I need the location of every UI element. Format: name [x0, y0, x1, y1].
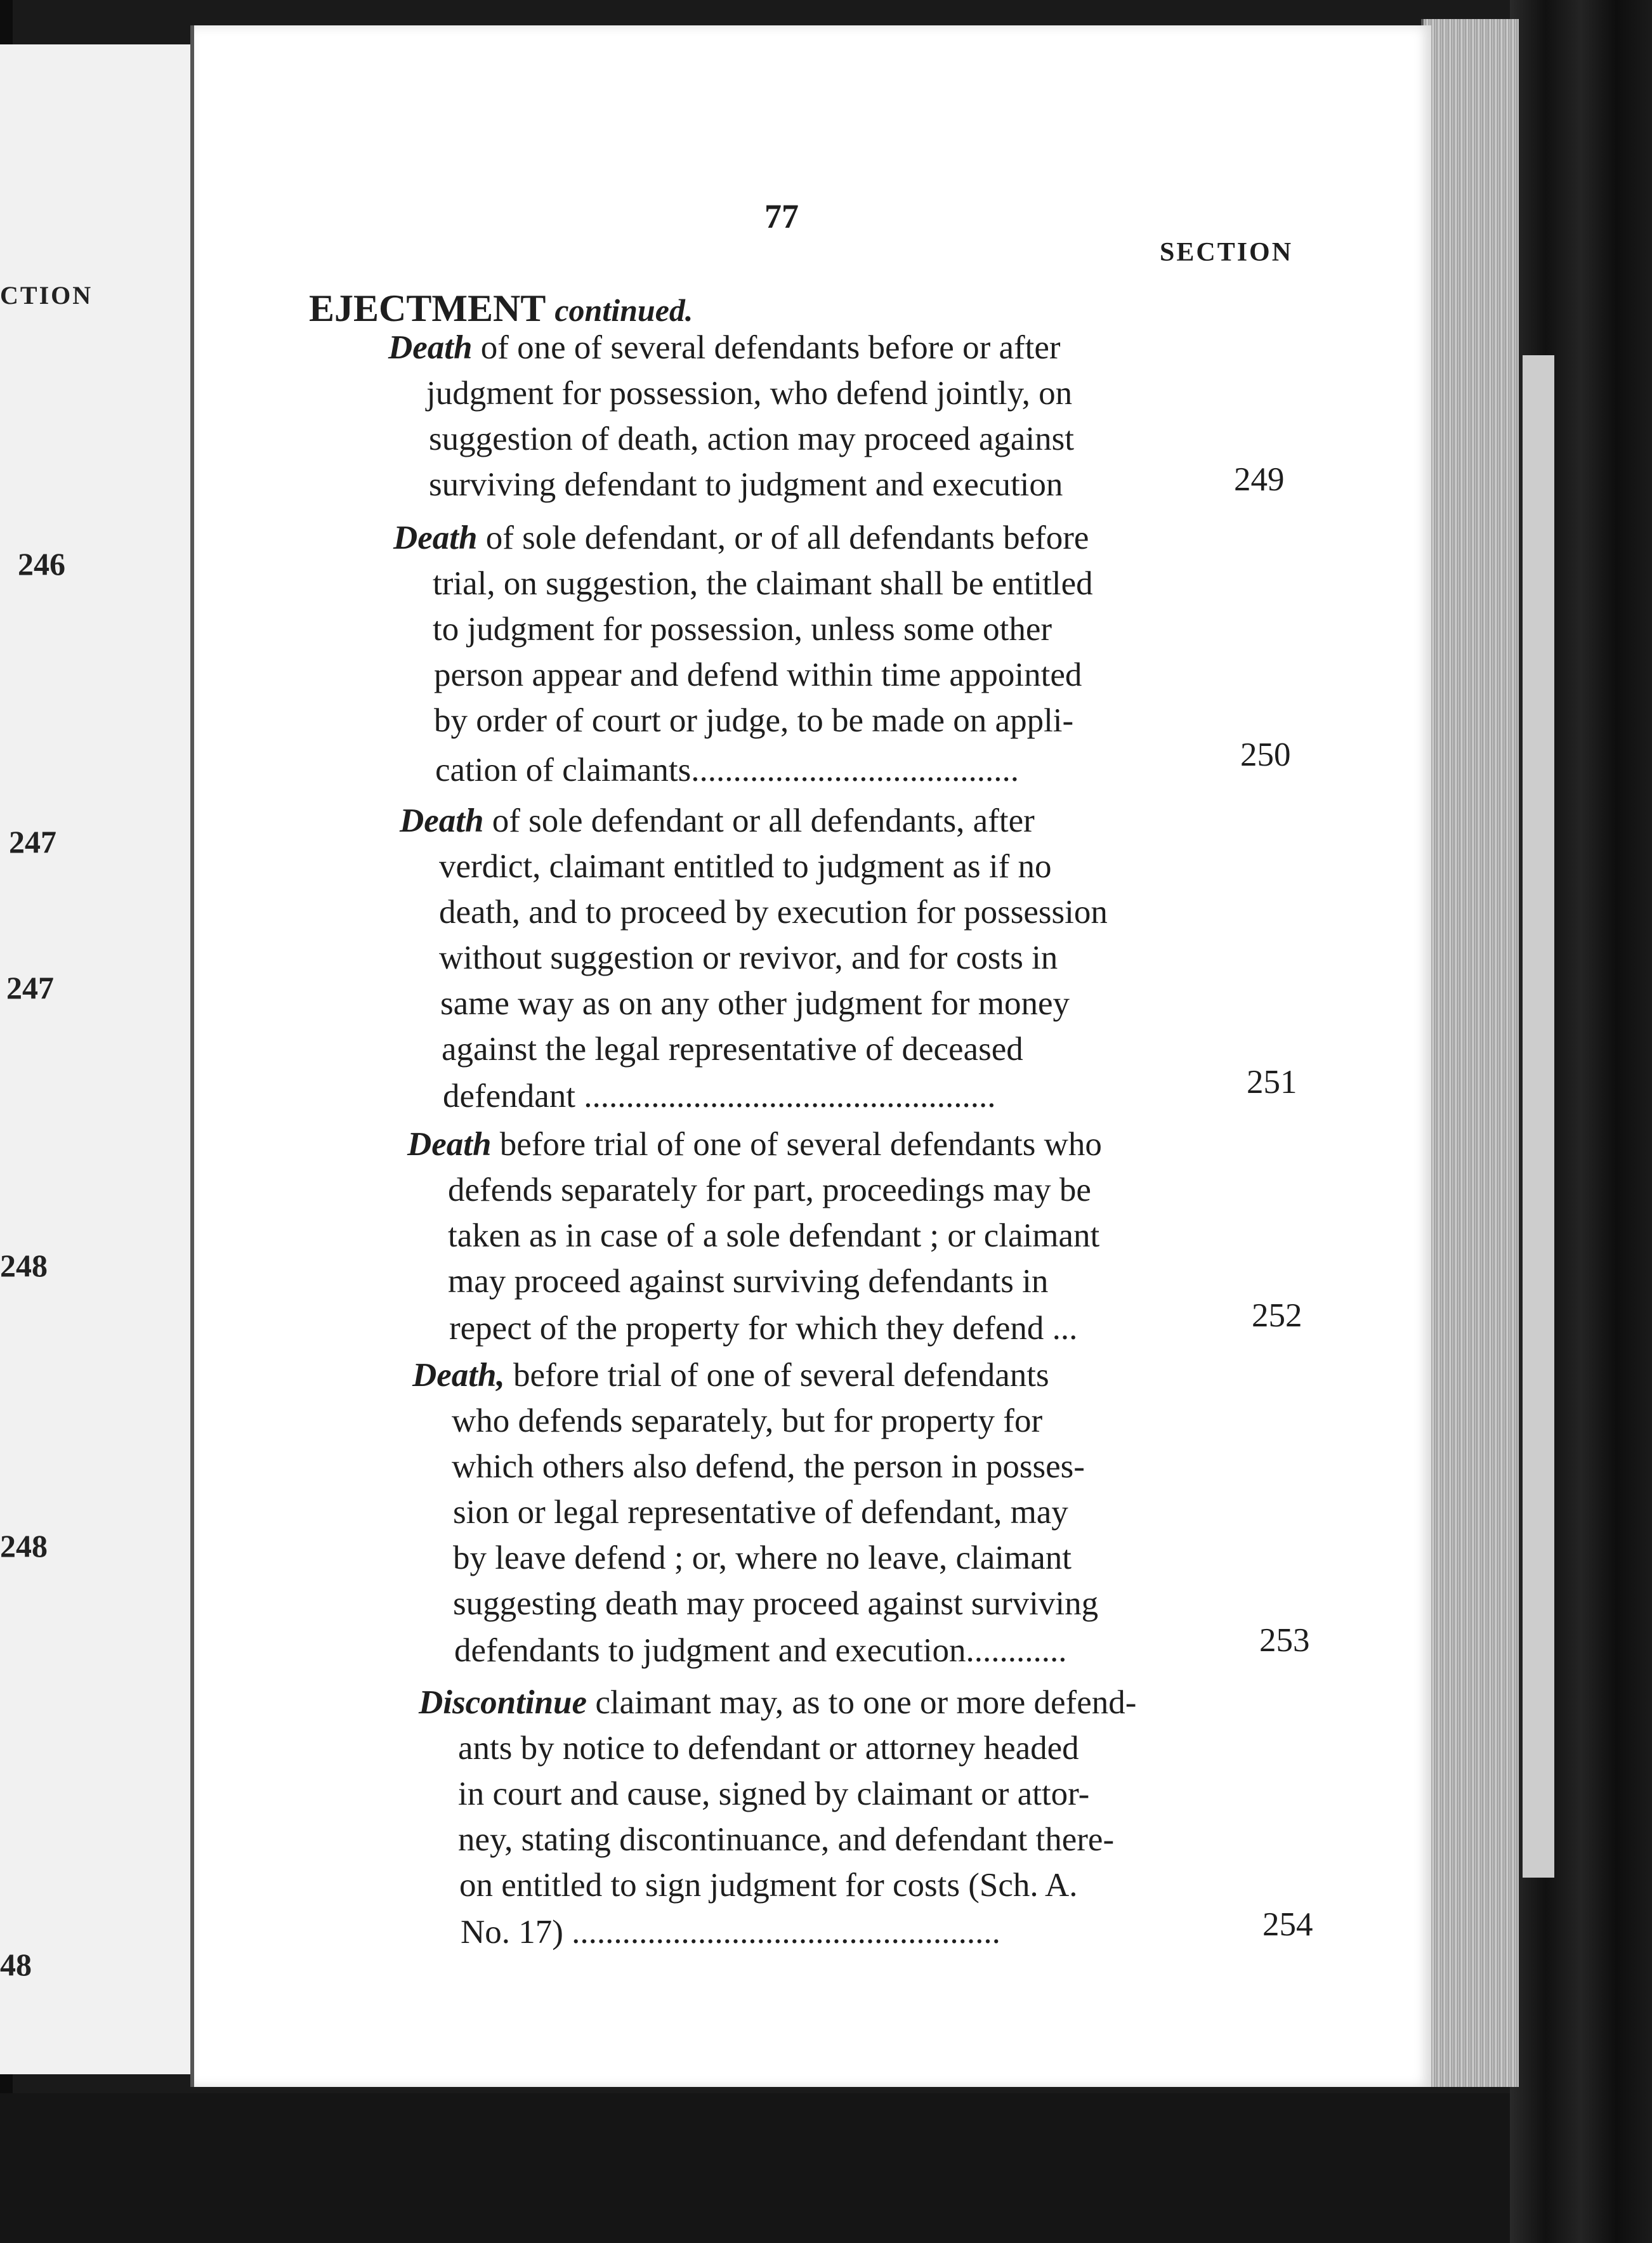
- entry-line: surviving defendant to judgment and execution: [429, 466, 1063, 503]
- entry-line: against the legal representative of deceased: [442, 1031, 1023, 1068]
- entry-first-line: [400, 804, 1035, 838]
- entry-lead-word: Death: [393, 520, 478, 556]
- entry-line: without suggestion or revivor, and for costs in: [439, 939, 1058, 976]
- entry-text: before trial of one of several defendants: [513, 1357, 1049, 1394]
- entry-line: in court and cause, signed by claimant or attor-: [458, 1775, 1090, 1812]
- entry-text: of sole defendant, or of all defendants before: [485, 520, 1089, 556]
- entry-line: same way as on any other judgment for money: [440, 985, 1070, 1022]
- entry-lead-word: Death: [388, 329, 473, 366]
- entry-line: by leave defend ; or, where no leave, claimant: [453, 1540, 1072, 1576]
- left-page-number: 48: [0, 1947, 32, 1982]
- entry-line: on entitled to sign judgment for costs (Sch. A.: [459, 1867, 1078, 1904]
- entry-line: which others also defend, the person in posses-: [452, 1448, 1085, 1485]
- left-page-number: 247: [9, 824, 56, 860]
- entry-lead-word: Death: [400, 802, 484, 839]
- entry-line: repect of the property for which they defend ...: [449, 1310, 1078, 1347]
- entry-text: before trial of one of several defendants who: [499, 1126, 1102, 1163]
- entry-first-line: [419, 1686, 1136, 1720]
- entry-line: person appear and defend within time appointed: [434, 657, 1082, 693]
- entry-lead-word: Death,: [412, 1357, 505, 1394]
- entry-line: defendant .................................................: [443, 1078, 996, 1115]
- entry-line: who defends separately, but for property for: [452, 1403, 1043, 1439]
- entry-line: suggestion of death, action may proceed against: [429, 421, 1074, 457]
- entry-lead-word: Death: [407, 1126, 492, 1163]
- entry-text: of one of several defendants before or after: [480, 329, 1061, 366]
- entry-line: trial, on suggestion, the claimant shall be entitled: [433, 565, 1093, 602]
- entry-line: defends separately for part, proceedings may be: [448, 1172, 1091, 1208]
- entry-line: by order of court or judge, to be made on appli-: [434, 702, 1074, 739]
- entry-first-line: [407, 1128, 1102, 1161]
- entry-text: claimant may, as to one or more defend-: [595, 1684, 1137, 1721]
- entry-line: ants by notice to defendant or attorney headed: [458, 1730, 1079, 1767]
- left-page-number: 248: [0, 1248, 48, 1283]
- section-number: 250: [1240, 736, 1291, 773]
- left-page-number: 246: [18, 546, 65, 582]
- entry-line: No. 17) ...................................................: [461, 1914, 1000, 1951]
- left-page-number: 248: [0, 1528, 48, 1564]
- page-number: 77: [764, 197, 799, 235]
- entry-line: may proceed against surviving defendants in: [448, 1263, 1049, 1300]
- entry-first-line: [393, 521, 1089, 555]
- entry-first-line: [388, 331, 1061, 365]
- entry-line: ney, stating discontinuance, and defendant there-: [458, 1821, 1115, 1858]
- entry-text: of sole defendant or all defendants, after: [492, 802, 1035, 839]
- entry-line: death, and to proceed by execution for possession: [439, 894, 1108, 931]
- section-number: 253: [1259, 1622, 1310, 1659]
- entry-line: judgment for possession, who defend jointly, on: [426, 375, 1073, 412]
- heading-continued: continued.: [554, 292, 693, 328]
- entry-line: cation of claimants.......................................: [435, 752, 1019, 788]
- section-number: 252: [1252, 1297, 1302, 1334]
- entry-first-line: [412, 1359, 1049, 1392]
- entry-line: sion or legal representative of defendant, may: [453, 1494, 1068, 1531]
- section-number: 254: [1262, 1906, 1313, 1943]
- entry-lead-word: Discontinue: [419, 1684, 587, 1721]
- section-column-header: SECTION: [1160, 238, 1294, 267]
- entry-line: defendants to judgment and execution............: [454, 1632, 1067, 1669]
- entry-line: verdict, claimant entitled to judgment as if no: [439, 848, 1052, 885]
- left-page-number: 247: [6, 970, 54, 1005]
- entry-line: suggesting death may proceed against surviving: [453, 1585, 1099, 1622]
- entry-line: taken as in case of a sole defendant ; or claimant: [448, 1217, 1100, 1254]
- section-number: 251: [1247, 1064, 1297, 1101]
- heading-title: EJECTMENT: [309, 287, 546, 329]
- section-number: 249: [1234, 461, 1285, 498]
- entry-line: to judgment for possession, unless some other: [433, 611, 1052, 648]
- left-page-header: CTION: [0, 281, 93, 310]
